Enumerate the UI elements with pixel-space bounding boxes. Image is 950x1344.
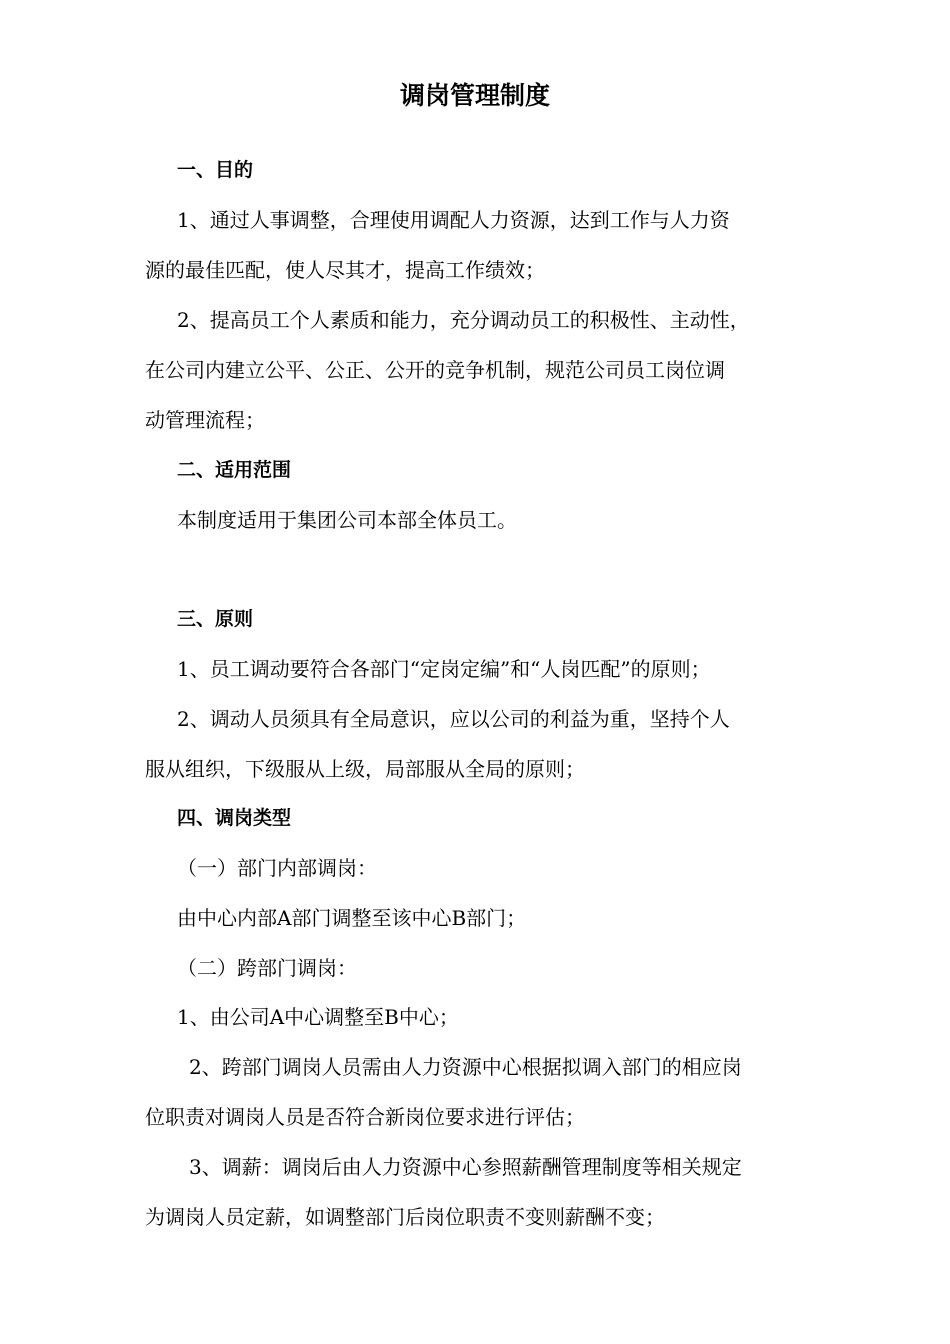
paragraph-line [177, 206, 803, 234]
paragraph-line: 源的最佳匹配，使人尽其才，提高工作绩效； [145, 258, 545, 282]
paragraph-line: 1、员工调动要符合各部门“定岗定编”和“人岗匹配”的原则； [177, 657, 711, 681]
section-heading-scope: 二、适用范围 [177, 459, 292, 481]
section-heading-types: 四、调岗类型 [177, 807, 292, 829]
paragraph-line: 由中心内部A部门调整至该中心B部门； [177, 906, 527, 930]
paragraph-line: 在公司内建立公平、公正、公开的竞争机制，规范公司员工岗位调 [145, 358, 725, 382]
paragraph-line: 服从组织，下级服从上级，局部服从全局的原则； [145, 757, 585, 781]
paragraph-line: 2、跨部门调岗人员需由人力资源中心根据拟调入部门的相应岗 [189, 1055, 742, 1079]
paragraph-line: 3、调薪：调岗后由人力资源中心参照薪酬管理制度等相关规定 [189, 1155, 742, 1179]
paragraph-line: 动管理流程； [145, 408, 265, 432]
document-title: 调岗管理制度 [399, 81, 550, 110]
text-line: 1、通过人事调整，合理使用调配人力资源，达到工作与人力资 [177, 208, 730, 232]
paragraph-line: 2、提高员工个人素质和能力，充分调动员工的积极性、主动性， [177, 308, 750, 332]
paragraph-line: （一）部门内部调岗： [177, 856, 377, 880]
paragraph-line: 1、由公司A中心调整至B中心； [177, 1005, 459, 1029]
paragraph-line: 本制度适用于集团公司本部全体员工。 [177, 508, 517, 532]
paragraph-line: 2、调动人员须具有全局意识，应以公司的利益为重，坚持个人 [177, 707, 730, 731]
paragraph-line: （二）跨部门调岗： [177, 956, 357, 980]
paragraph-line: 为调岗人员定薪，如调整部门后岗位职责不变则薪酬不变； [145, 1205, 665, 1229]
section-heading-principles: 三、原则 [177, 608, 254, 630]
section-heading-purpose: 一、目的 [177, 159, 254, 181]
paragraph-line: 位职责对调岗人员是否符合新岗位要求进行评估； [145, 1105, 585, 1129]
